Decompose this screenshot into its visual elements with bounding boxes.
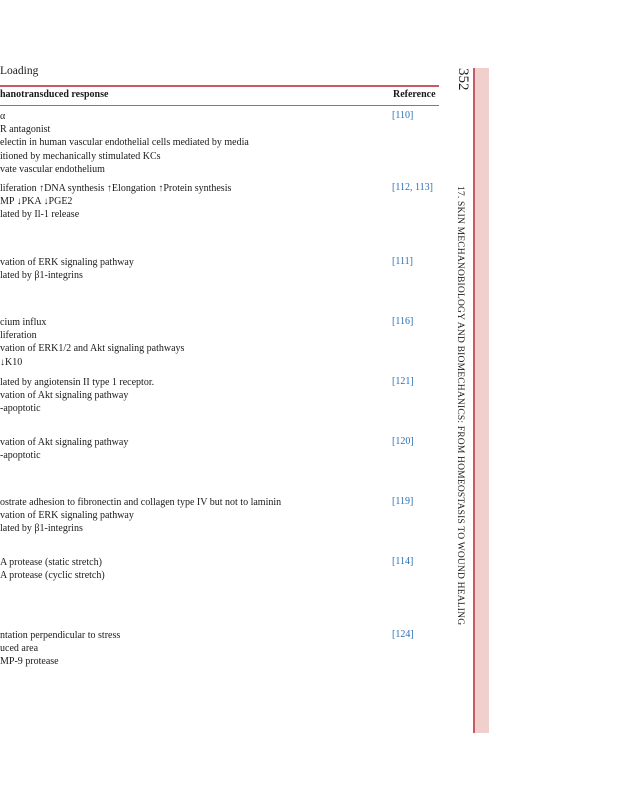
response-cell xyxy=(0,256,134,282)
response-line: ostrate adhesion to fibronectin and collagen type IV but not to laminin xyxy=(0,497,282,508)
table-row xyxy=(0,556,105,582)
reference-link[interactable]: [124] xyxy=(392,629,414,640)
table-row xyxy=(0,110,249,176)
chapter-sidebar xyxy=(474,68,489,733)
response-line: R antagonist xyxy=(0,124,51,136)
response-line: cium influx xyxy=(0,317,47,328)
table-row xyxy=(0,629,120,669)
response-cell xyxy=(0,110,249,176)
response-line: vation of Akt signaling pathway xyxy=(0,437,129,448)
response-line: itioned by mechanically stimulated KCs xyxy=(0,150,161,162)
column-header-reference: Reference xyxy=(393,89,436,100)
response-cell xyxy=(0,629,120,669)
reference-link[interactable]: [112, 113] xyxy=(392,182,433,193)
table-row xyxy=(0,376,154,416)
response-line: vation of ERK signaling pathway xyxy=(0,510,134,522)
response-line: ↓K10 xyxy=(0,356,23,368)
response-line: lated by β1-integrins xyxy=(0,523,83,535)
table-row xyxy=(0,256,134,282)
response-line: vation of Akt signaling pathway xyxy=(0,390,129,402)
sidebar-rule xyxy=(473,68,475,733)
response-line: vation of ERK signaling pathway xyxy=(0,257,134,268)
response-line: lated by Il-1 release xyxy=(0,209,80,221)
page-number: 352 xyxy=(455,68,471,91)
response-cell xyxy=(0,316,184,369)
reference-link[interactable]: [110] xyxy=(392,110,414,121)
column-header-response: hanotransduced response xyxy=(0,89,109,100)
table-row xyxy=(0,496,281,536)
response-line: lated by β1-integrins xyxy=(0,270,83,282)
reference-link[interactable]: [116] xyxy=(392,316,414,327)
reference-link[interactable]: [111] xyxy=(392,256,413,267)
header-rule xyxy=(0,105,439,106)
response-cell xyxy=(0,556,105,582)
response-line: MP-9 protease xyxy=(0,656,59,668)
response-cell xyxy=(0,496,281,536)
chapter-title: 17. SKIN MECHANOBIOLOGY AND BIOMECHANICS: FROM HOMEOSTASIS TO WOUND HEALING xyxy=(455,186,465,626)
response-line: liferation xyxy=(0,330,37,342)
reference-link[interactable]: [114] xyxy=(392,556,414,567)
table-title: Loading xyxy=(0,65,39,77)
response-line: MP ↓PKA ↓PGE2 xyxy=(0,196,73,208)
response-line: electin in human vascular endothelial cells mediated by media xyxy=(0,137,249,149)
top-rule xyxy=(0,85,439,87)
reference-link[interactable]: [121] xyxy=(392,376,414,387)
response-line: lated by angiotensin II type 1 receptor. xyxy=(0,377,155,388)
response-line: -apoptotic xyxy=(0,450,41,462)
table-row xyxy=(0,316,184,369)
response-line: α xyxy=(0,111,6,122)
response-line: liferation ↑DNA synthesis ↑Elongation ↑Protein synthesis xyxy=(0,183,232,194)
reference-link[interactable]: [119] xyxy=(392,496,414,507)
reference-link[interactable]: [120] xyxy=(392,436,414,447)
response-line: A protease (cyclic stretch) xyxy=(0,570,105,582)
response-line: A protease (static stretch) xyxy=(0,557,102,568)
table-row xyxy=(0,182,231,222)
response-line: -apoptotic xyxy=(0,403,41,415)
response-line: uced area xyxy=(0,643,39,655)
response-line: vation of ERK1/2 and Akt signaling pathways xyxy=(0,343,185,355)
response-cell xyxy=(0,376,154,416)
response-cell xyxy=(0,436,128,462)
response-line: ntation perpendicular to stress xyxy=(0,630,121,641)
response-line: vate vascular endothelium xyxy=(0,163,105,175)
table-row xyxy=(0,436,128,462)
response-cell xyxy=(0,182,231,222)
